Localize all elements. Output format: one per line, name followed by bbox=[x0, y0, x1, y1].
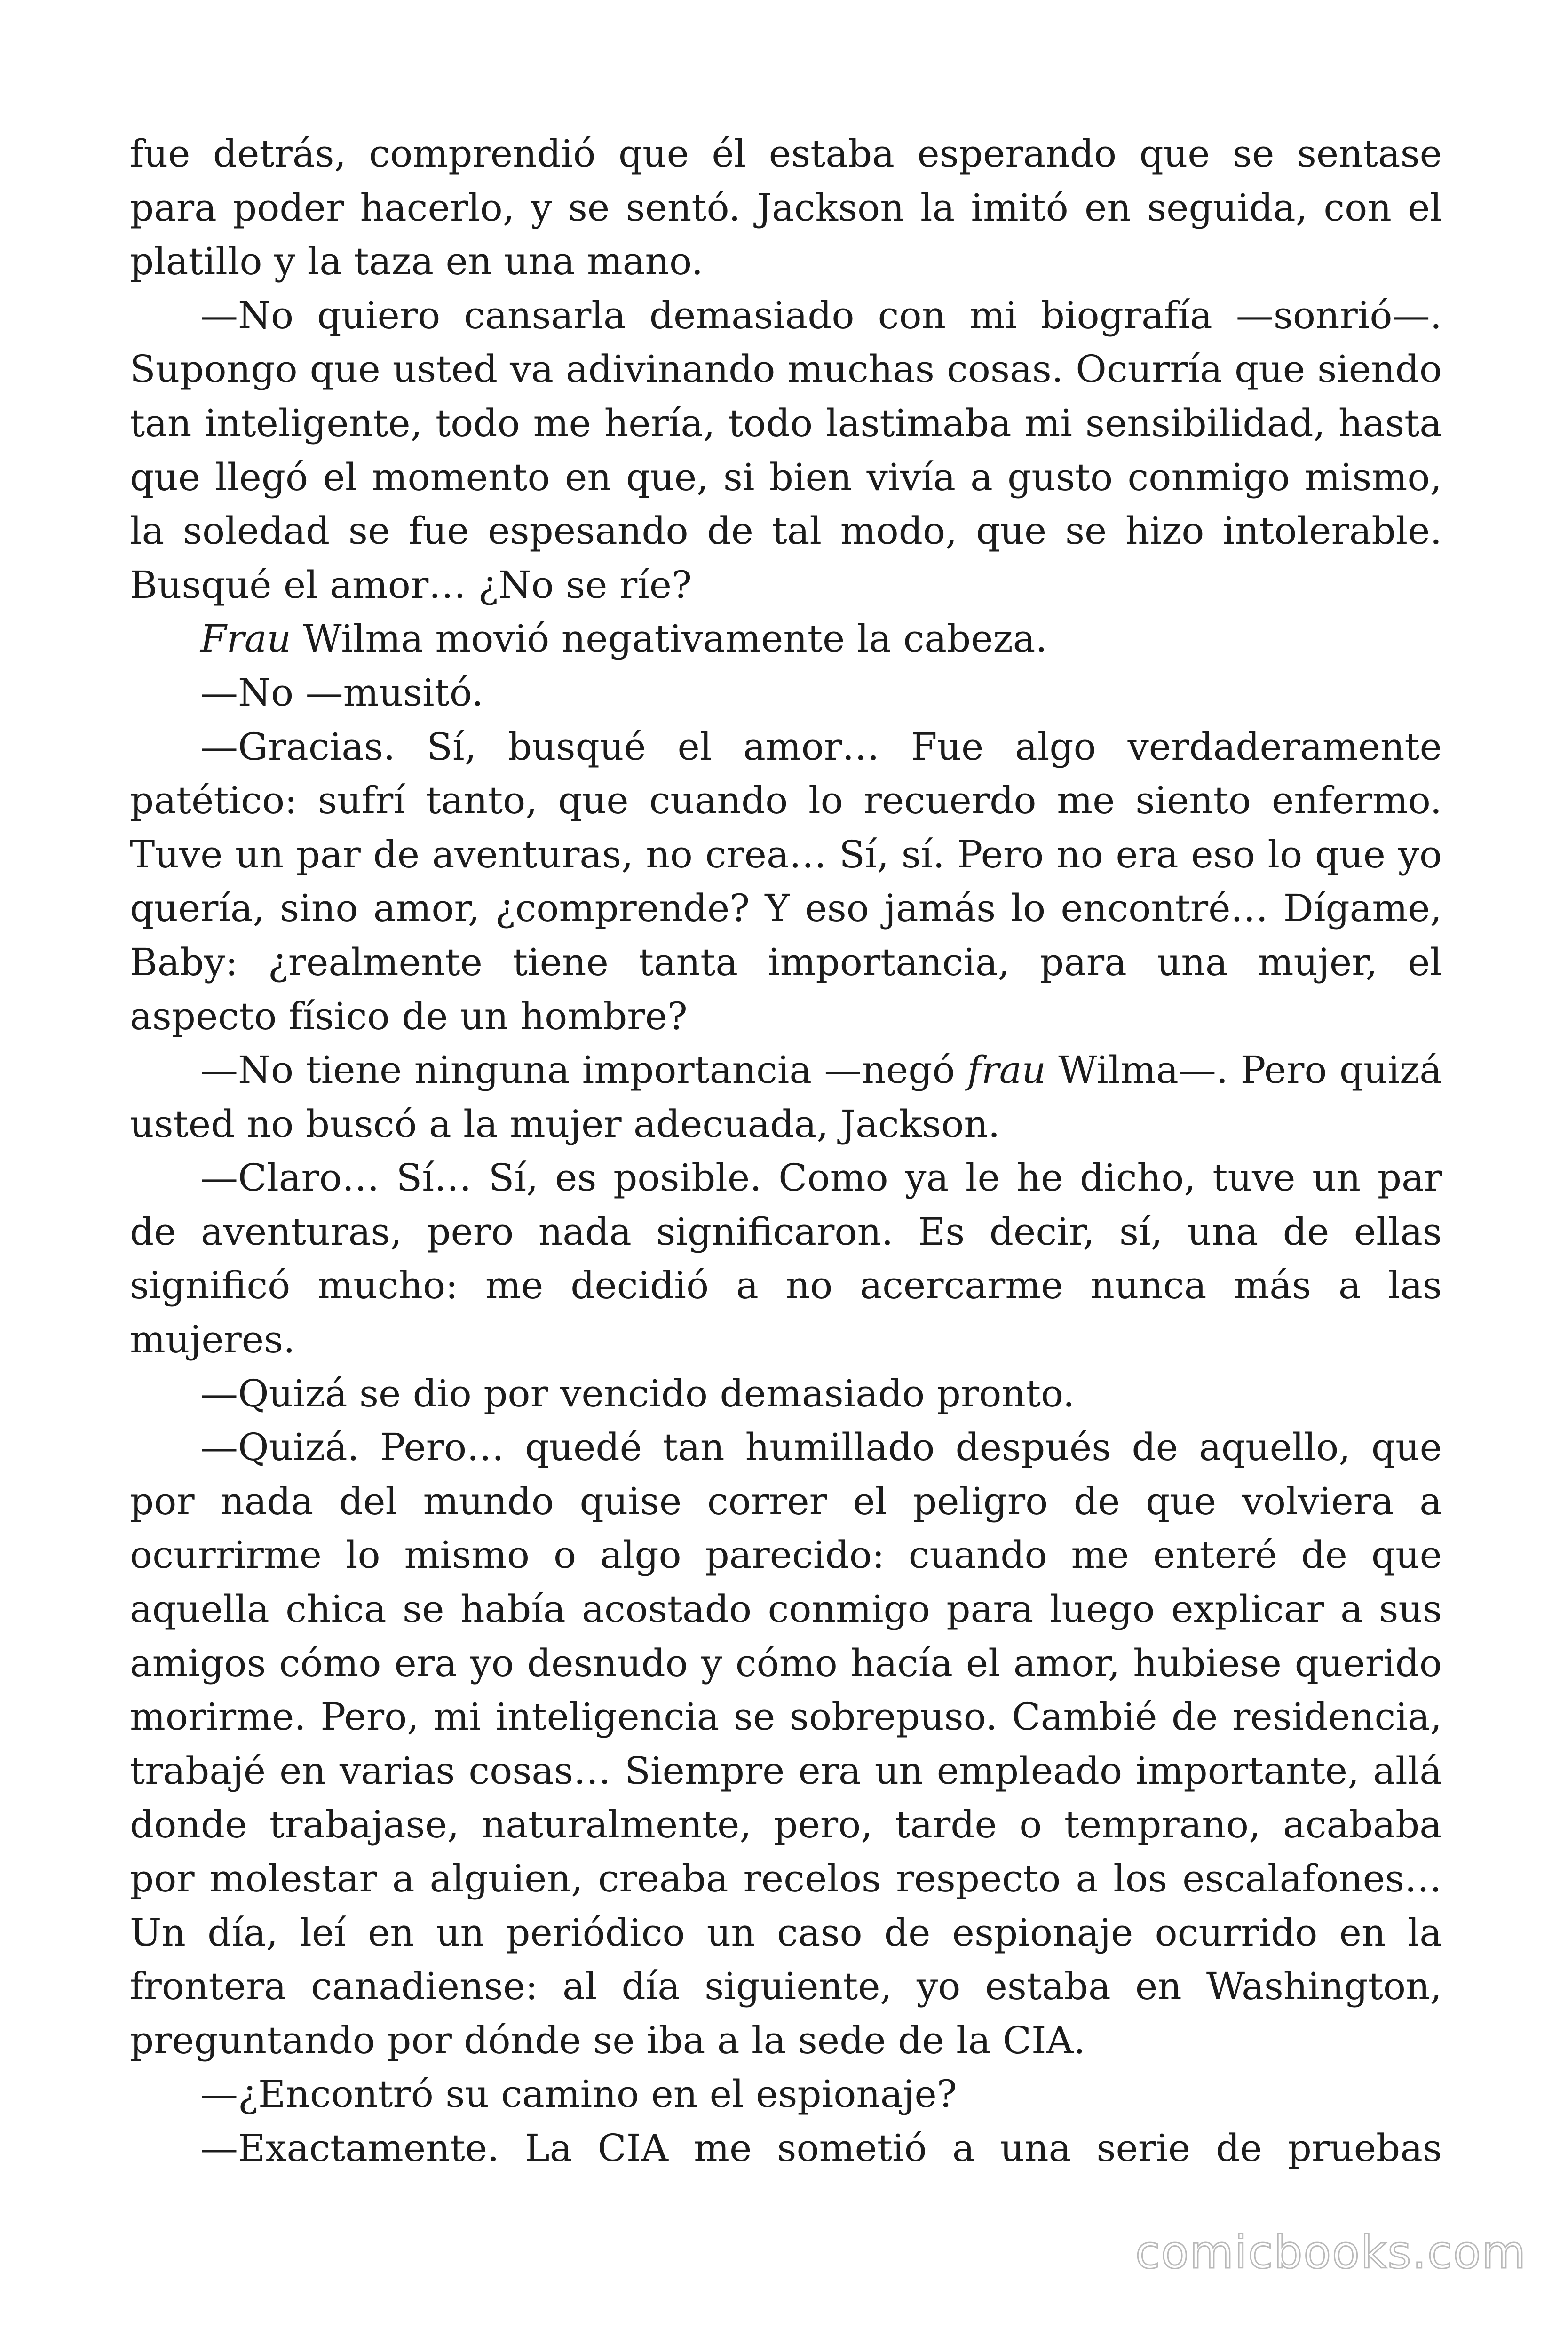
paragraph-text: —No —musitó. bbox=[200, 670, 483, 715]
paragraph-7 bbox=[130, 1151, 1442, 1367]
paragraph-text: —No quiero cansarla demasiado con mi biografía —sonrió—. Supongo que usted va adivinando muchas cosas. Ocurría que siendo tan inteligente, todo me hería, todo lastimaba mi sensibilidad, hasta que llegó el momento en que, si bien vivía a gusto conmigo mismo, la soledad se fue espesando de tal modo, que se hizo intolerable. Busqué el amor… ¿No se ríe? bbox=[130, 293, 1442, 607]
paragraph-text: —Gracias. Sí, busqué el amor… Fue algo verdaderamente patético: sufrí tanto, que cuando lo recuerdo me siento enfermo. Tuve un par de aventuras, no crea… Sí, sí. Pero no era eso lo que yo quería, sino amor, ¿comprende? Y eso jamás lo encontré… Dígame, Baby: ¿realmente tiene tanta importancia, para una mujer, el aspecto físico de un hombre? bbox=[130, 724, 1442, 1038]
paragraph-1 bbox=[130, 127, 1442, 289]
paragraph-text: —Quizá se dio por vencido demasiado pronto. bbox=[200, 1371, 1075, 1415]
paragraph-2 bbox=[130, 289, 1442, 612]
paragraph-11 bbox=[130, 2122, 1442, 2176]
paragraph-text: Wilma movió negativamente la cabeza. bbox=[291, 617, 1047, 661]
paragraph-6 bbox=[130, 1043, 1442, 1151]
watermark-text: comicbooks.com bbox=[1135, 2226, 1527, 2279]
paragraph-4 bbox=[130, 666, 1442, 720]
paragraph-8 bbox=[130, 1367, 1442, 1421]
paragraph-text: —Exactamente. La CIA me sometió a una serie de pruebas bbox=[200, 2126, 1442, 2170]
paragraph-text: Wilma—. Pero quizá usted no buscó a la mujer adecuada, Jackson. bbox=[130, 1048, 1442, 1146]
paragraph-5 bbox=[130, 720, 1442, 1044]
italic-word: frau bbox=[967, 1048, 1046, 1092]
paragraph-text: —¿Encontró su camino en el espionaje? bbox=[200, 2072, 957, 2116]
paragraph-text: —Quizá. Pero… quedé tan humillado después de aquello, que por nada del mundo quise correr el peligro de que volviera a ocurrirme lo mismo o algo parecido: cuando me enteré de que aquella chica se había acostado conmigo para luego explicar a sus amigos cómo era yo desnudo y cómo hacía el amor, hubiese querido morirme. Pero, mi inteligencia se sobrepuso. Cambié de residencia, trabajé en varias cosas… Siempre era un empleado importante, allá donde trabajase, naturalmente, pero, tarde o temprano, acababa por molestar a alguien, creaba recelos respecto a los escalafones… Un día, leí en un periódico un caso de espionaje ocurrido en la frontera canadiense: al día siguiente, yo estaba en Washington, preguntando por dónde se iba a la sede de la CIA. bbox=[130, 1425, 1442, 2062]
paragraph-3 bbox=[130, 612, 1442, 666]
paragraph-text: —No tiene ninguna importancia —negó bbox=[200, 1048, 967, 1092]
paragraph-text: fue detrás, comprendió que él estaba esperando que se sentase para poder hacerlo, y se sentó. Jackson la imitó en seguida, con el platillo y la taza en una mano. bbox=[130, 132, 1442, 284]
paragraph-9 bbox=[130, 1421, 1442, 2067]
book-page-text bbox=[130, 127, 1442, 2176]
italic-word: Frau bbox=[200, 617, 291, 661]
paragraph-text: —Claro… Sí… Sí, es posible. Como ya le he dicho, tuve un par de aventuras, pero nada significaron. Es decir, sí, una de ellas significó mucho: me decidió a no acercarme nunca más a las mujeres. bbox=[130, 1156, 1442, 1362]
paragraph-10 bbox=[130, 2067, 1442, 2122]
